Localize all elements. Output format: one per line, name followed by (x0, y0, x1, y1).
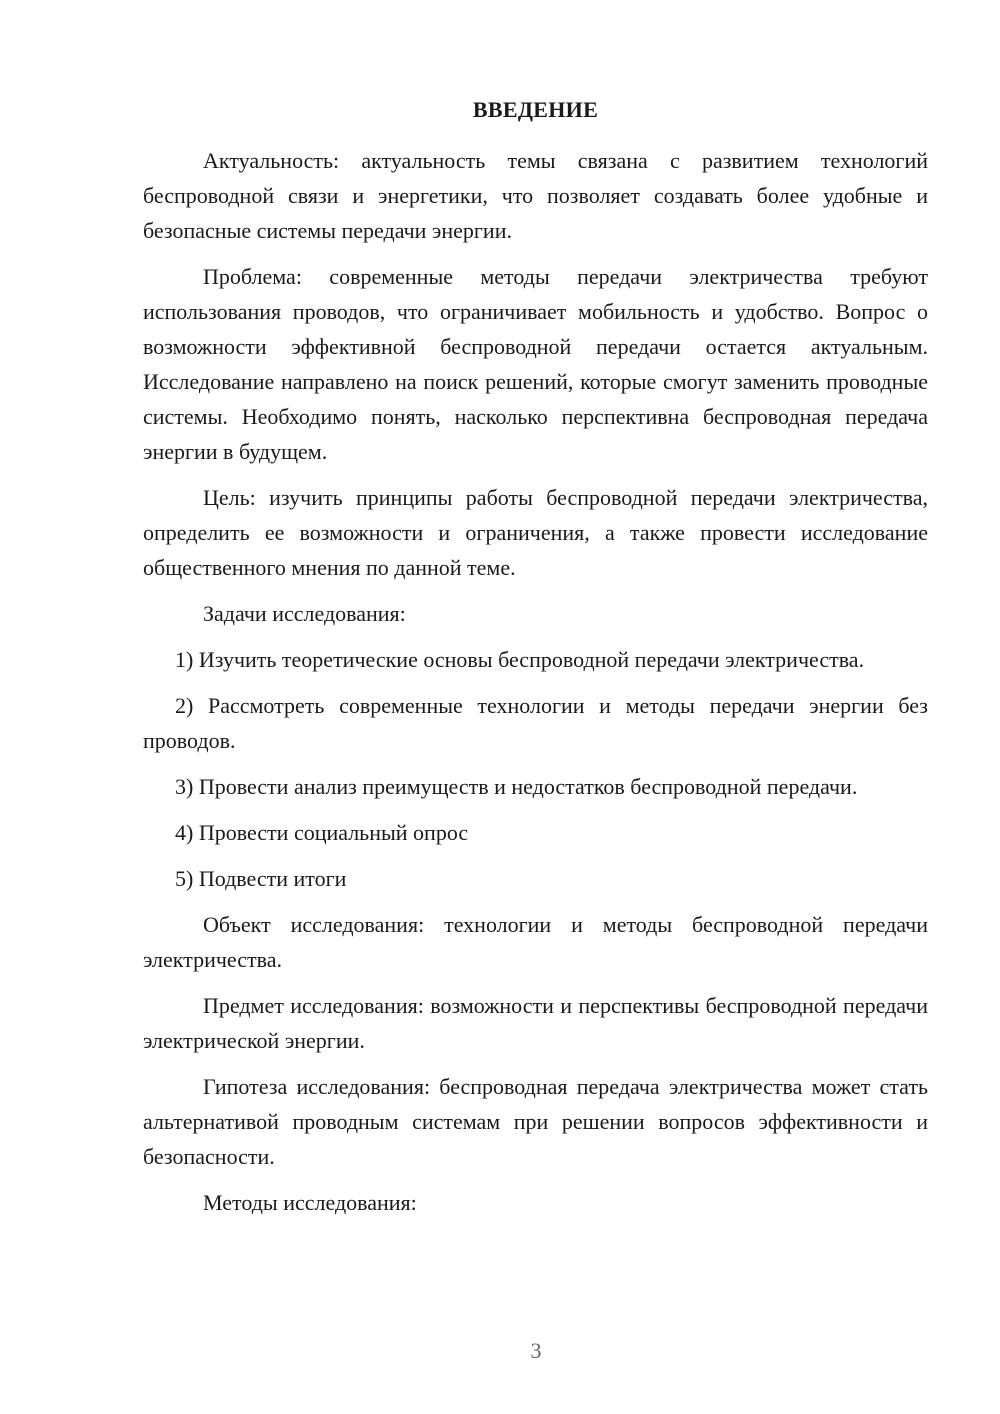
paragraph-subject: Предмет исследования: возможности и перспективы беспроводной передачи электрической энергии. (143, 993, 928, 1053)
task-item-4: 4) Провести социальный опрос (175, 820, 469, 845)
section-title: ВВЕДЕНИЕ (472, 97, 599, 122)
paragraph-goal: Цель: изучить принципы работы беспроводной передачи электричества, определить ее возможности и ограничения, а также провести исследование общественного мнения по данной теме. (143, 485, 928, 580)
paragraph-problem: Проблема: современные методы передачи электричества требуют использования проводов, что ограничивает мобильность и удобство. Вопрос о возможности эффективной беспроводной передачи остается актуальным. Исследование направлено на поиск решений, которые смогут заменить проводные системы. Необходимо понять, насколько перспективна беспроводная передача энергии в будущем. (143, 264, 928, 464)
paragraph-hypothesis: Гипотеза исследования: беспроводная передача электричества может стать альтернативой проводным системам при решении вопросов эффективности и безопасности. (143, 1074, 928, 1169)
task-item-1: 1) Изучить теоретические основы беспроводной передачи электричества. (175, 647, 865, 672)
task-item-3: 3) Провести анализ преимуществ и недостатков беспроводной передачи. (175, 774, 858, 799)
page-content (143, 92, 928, 1231)
task-item-5: 5) Подвести итоги (175, 866, 347, 891)
paragraph-object: Объект исследования: технологии и методы беспроводной передачи электричества. (143, 912, 928, 972)
page-number: 3 (530, 1338, 542, 1363)
paragraph-tasks-heading: Задачи исследования: (203, 601, 406, 626)
task-item-2: 2) Рассмотреть современные технологии и методы передачи энергии без проводов. (143, 693, 928, 753)
paragraph-relevance: Актуальность: актуальность темы связана с развитием технологий беспроводной связи и энергетики, что позволяет создавать более удобные и безопасные системы передачи энергии. (143, 148, 928, 243)
paragraph-methods: Методы исследования: (203, 1190, 417, 1215)
